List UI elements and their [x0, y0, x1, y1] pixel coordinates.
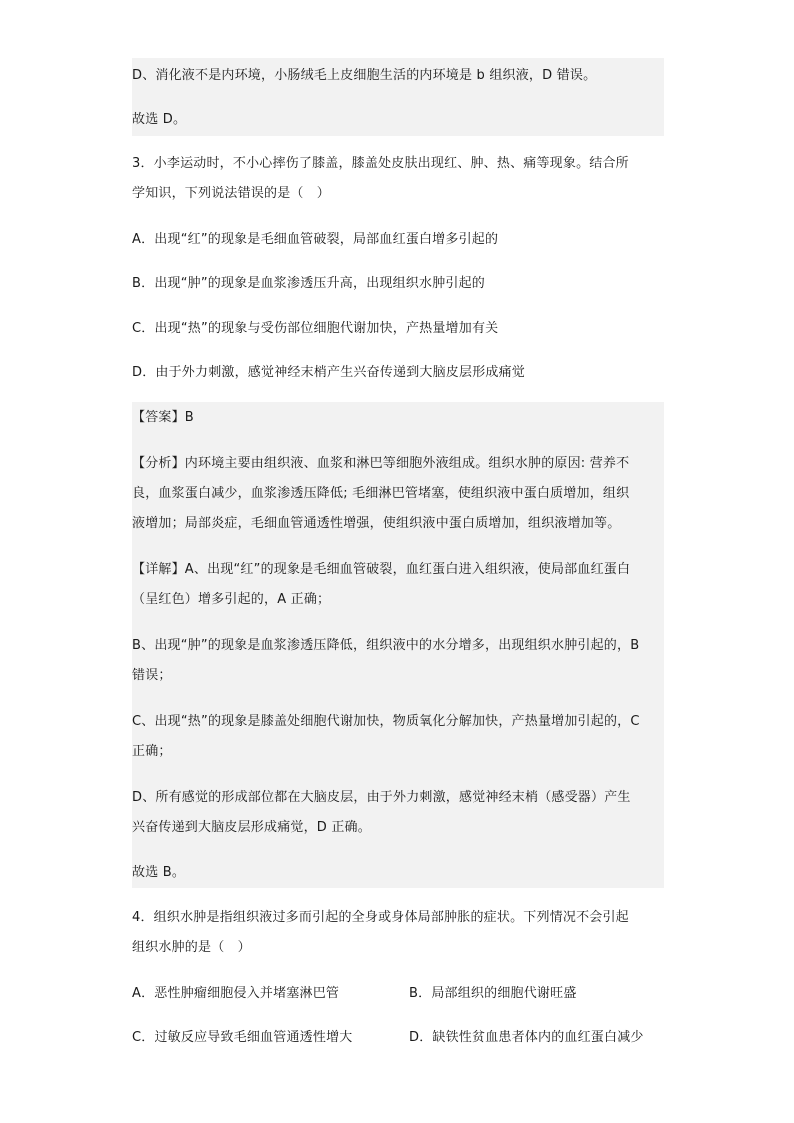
- q4-option-a: A．恶性肿瘤细胞侵入并堵塞淋巴管: [132, 986, 340, 1001]
- q3-analysis-line2: 良，血浆蛋白减少，血浆渗透压降低; 毛细淋巴管堵塞，使组织液中蛋白质增加，组织: [132, 486, 630, 501]
- q4-option-b: B．局部组织的细胞代谢旺盛: [409, 986, 577, 1001]
- q3-detail-line8: 兴奋传递到大脑皮层形成痛觉，D 正确。: [132, 820, 371, 835]
- q3-detail-line7: D、所有感觉的形成部位都在大脑皮层，由于外力刺激，感觉神经末梢（感受器）产生: [132, 790, 631, 805]
- q4-option-c: C．过敏反应导致毛细血管通透性增大: [132, 1030, 353, 1045]
- q3-analysis-line3: 液增加；局部炎症，毛细血管通透性增强，使组织液中蛋白质增加，组织液增加等。: [132, 516, 621, 531]
- q3-detail-line5: C、出现“热”的现象是膝盖处细胞代谢加快，物质氧化分解加快，产热量增加引起的，C: [132, 714, 640, 729]
- q3-detail-line1: 【详解】A、出现“红”的现象是毛细血管破裂，血红蛋白进入组织液，使局部血红蛋白: [132, 562, 631, 577]
- q3-detail-line3: B、出现“肿”的现象是血浆渗透压降低，组织液中的水分增多，出现组织水肿引起的，B: [132, 638, 640, 653]
- q3-detail-line4: 错误；: [132, 668, 172, 683]
- q3-analysis-line1: 【分析】内环境主要由组织液、血浆和淋巴等细胞外液组成。组织水肿的原因: 营养不: [132, 456, 630, 471]
- q3-stem-line2: 学知识，下列说法错误的是（ ）: [132, 186, 331, 201]
- q4-option-d: D．缺铁性贫血患者体内的血红蛋白减少: [409, 1030, 644, 1045]
- q3-option-c: C．出现“热”的现象与受伤部位细胞代谢加快，产热量增加有关: [132, 321, 499, 336]
- q3-answer: 【答案】B: [132, 410, 194, 425]
- q4-stem-line2: 组织水肿的是（ ）: [132, 940, 251, 955]
- q3-stem-line1: 3．小李运动时，不小心摔伤了膝盖，膝盖处皮肤出现红、肿、热、痛等现象。结合所: [132, 156, 629, 171]
- q3-option-d: D．由于外力刺激，感觉神经末梢产生兴奋传递到大脑皮层形成痛觉: [132, 365, 526, 380]
- q3-option-b: B．出现“肿”的现象是血浆渗透压升高，出现组织水肿引起的: [132, 276, 485, 291]
- q4-stem-line1: 4．组织水肿是指组织液过多而引起的全身或身体局部肿胀的症状。下列情况不会引起: [132, 910, 629, 925]
- q3-detail-line6: 正确；: [132, 744, 172, 759]
- q3-option-a: A．出现“红”的现象是毛细血管破裂，局部血红蛋白增多引起的: [132, 232, 499, 247]
- q4-options-row1: [132, 984, 664, 1004]
- prev-conclusion: 故选 D。: [132, 112, 187, 127]
- q3-conclusion: 故选 B。: [132, 865, 186, 880]
- prev-option-d-analysis: D、消化液不是内环境，小肠绒毛上皮细胞生活的内环境是 b 组织液，D 错误。: [132, 68, 597, 83]
- q4-options-row2: [132, 1028, 664, 1048]
- q3-detail-line2: （呈红色）增多引起的，A 正确；: [132, 592, 331, 607]
